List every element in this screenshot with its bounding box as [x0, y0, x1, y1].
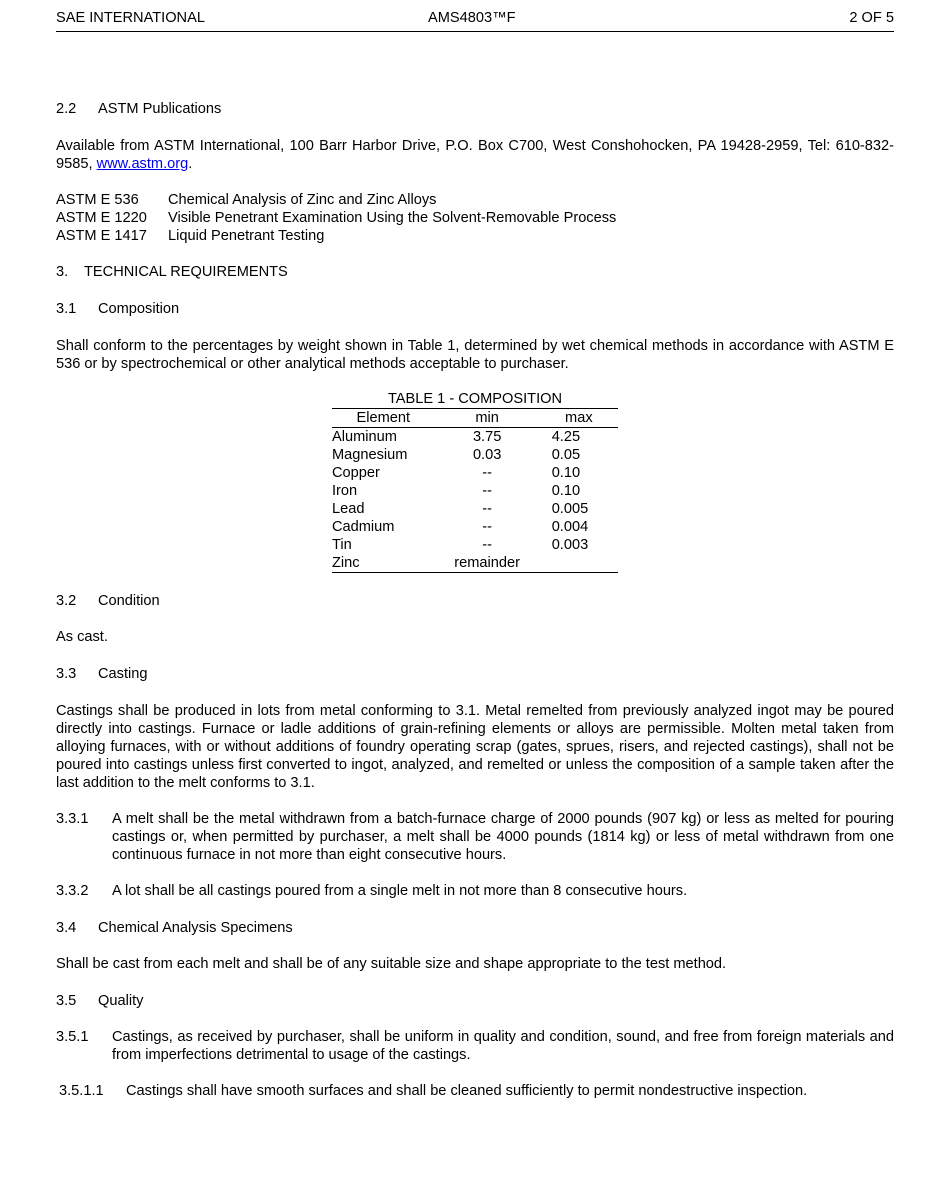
section-body: Castings, as received by purchaser, shall be uniform in quality and condition, sound, and free from foreign materials and from imperfections detrimental to usage of the castings.: [112, 1029, 894, 1063]
section-title: TECHNICAL REQUIREMENTS: [84, 264, 288, 280]
section-number: 3.3.1: [56, 811, 89, 827]
section-3-5-1-1: [56, 1082, 894, 1100]
cell-min: 0.03: [472, 447, 502, 463]
header-org: SAE INTERNATIONAL: [56, 10, 205, 26]
cell-min: --: [482, 501, 493, 517]
cell-min: --: [482, 465, 493, 481]
section-number: 3.3: [56, 666, 77, 682]
header-element: Element: [332, 409, 435, 428]
cell-max: 0.005: [551, 501, 589, 517]
section-title: Chemical Analysis Specimens: [98, 920, 293, 936]
availability-end: .: [188, 156, 193, 172]
astm-availability: [56, 137, 894, 173]
cell-min: --: [482, 519, 493, 535]
table-row: [332, 446, 618, 464]
section-number: 3.1: [56, 301, 77, 317]
section-3-1-heading: [56, 300, 894, 318]
cell-max: 0.003: [551, 537, 589, 553]
reference-item: [56, 209, 894, 227]
composition-table: [332, 390, 618, 573]
section-3-5-1: [56, 1028, 894, 1064]
table-row: [332, 500, 618, 518]
section-number: 3.3.2: [56, 883, 89, 899]
section-body: A lot shall be all castings poured from a single melt in not more than 8 consecutive hours.: [112, 883, 688, 899]
section-3-2-heading: [56, 592, 894, 610]
section-number: 3.: [56, 264, 69, 280]
section-3-5-heading: [56, 992, 894, 1010]
table-row: [332, 554, 618, 573]
reference-code: ASTM E 1220: [56, 210, 147, 226]
section-body: A melt shall be the metal withdrawn from a batch-furnace charge of 2000 pounds (907 kg) or less as melted for pouring castings or, when permitted by purchaser, a melt shall be 4000 pounds (1814 kg) or less of metal withdrawn from one continuous furnace in not more than eight consecutive hours.: [112, 811, 894, 863]
cell-max: [540, 554, 618, 573]
cell-min: 3.75: [472, 429, 502, 445]
cell-min: --: [482, 537, 493, 553]
cell-max: 0.10: [551, 465, 581, 481]
section-title: Quality: [98, 993, 144, 1009]
table-caption: TABLE 1 - COMPOSITION: [387, 391, 563, 407]
reference-item: [56, 227, 894, 245]
section-3-3-2: [56, 882, 894, 900]
table-row: [332, 428, 618, 447]
table-row: [332, 464, 618, 482]
section-number: 3.5: [56, 993, 77, 1009]
header-max: max: [540, 409, 618, 428]
section-3-1-body: Shall conform to the percentages by weight shown in Table 1, determined by wet chemical methods in accordance with ASTM E 536 or by spectrochemical or other analytical methods acceptable to purchaser.: [56, 338, 894, 372]
section-3-2-body: As cast.: [56, 629, 108, 645]
reference-title: Visible Penetrant Examination Using the Solvent-Removable Process: [168, 210, 617, 226]
cell-element: Iron: [332, 483, 358, 499]
section-body: Castings shall have smooth surfaces and shall be cleaned sufficiently to permit nondestructive inspection.: [126, 1083, 808, 1099]
section-number: 3.5.1.1: [59, 1083, 104, 1099]
section-2-2-heading: [56, 100, 894, 118]
cell-element: Tin: [332, 537, 352, 553]
cell-min: --: [482, 483, 493, 499]
cell-max: 0.10: [551, 483, 581, 499]
cell-element: Aluminum: [332, 429, 397, 445]
reference-item: [56, 191, 894, 209]
cell-max: 4.25: [551, 429, 581, 445]
cell-min: remainder: [435, 554, 540, 573]
reference-code: ASTM E 536: [56, 192, 139, 208]
section-3-3-heading: [56, 665, 894, 683]
section-title: ASTM Publications: [98, 101, 222, 117]
table-header-row: [332, 409, 618, 428]
page-header: [56, 9, 894, 32]
availability-text: Available from ASTM International, 100 Barr Harbor Drive, P.O. Box C700, West Conshohocken, PA 19428-2959, Tel: 610-832-9585,: [56, 138, 894, 172]
section-3-3-1: [56, 810, 894, 864]
reference-code: ASTM E 1417: [56, 228, 147, 244]
section-3-3-body: Castings shall be produced in lots from metal conforming to 3.1. Metal remelted from previously analyzed ingot may be poured directly into castings. Furnace or ladle additions of grain-refining elements or alloys are permissible. Molten metal taken from alloying furnaces, with or without additions of foundry operating scrap (gates, sprues, risers, and rejected castings), shall not be poured into castings unless first converted to ingot, analyzed, and remelted or unless the composition of a sample taken after the last addition to the melt conforms to 3.1.: [56, 703, 894, 791]
section-3-4-body: Shall be cast from each melt and shall be of any suitable size and shape appropriate to the test method.: [56, 956, 727, 972]
section-number: 3.2: [56, 593, 77, 609]
header-page-number: 2 OF 5: [849, 10, 894, 26]
cell-element: Copper: [332, 465, 380, 481]
section-title: Composition: [98, 301, 180, 317]
section-number: 2.2: [56, 101, 77, 117]
cell-max: 0.004: [551, 519, 589, 535]
table-row: [332, 536, 618, 554]
section-3-4-heading: [56, 919, 894, 937]
cell-max: 0.05: [551, 447, 581, 463]
cell-element: Cadmium: [332, 519, 395, 535]
header-min: min: [435, 409, 540, 428]
section-number: 3.4: [56, 920, 77, 936]
reference-list: [56, 191, 894, 245]
reference-title: Chemical Analysis of Zinc and Zinc Alloys: [168, 192, 437, 208]
table-row: [332, 518, 618, 536]
cell-element: Zinc: [332, 554, 435, 573]
cell-element: Lead: [332, 501, 365, 517]
astm-website-link[interactable]: www.astm.org: [96, 156, 189, 172]
section-title: Casting: [98, 666, 148, 682]
section-3-heading: [56, 263, 894, 281]
section-title: Condition: [98, 593, 160, 609]
table-row: [332, 482, 618, 500]
section-number: 3.5.1: [56, 1029, 89, 1045]
reference-title: Liquid Penetrant Testing: [168, 228, 325, 244]
header-doc-id: AMS4803™F: [428, 10, 516, 26]
cell-element: Magnesium: [332, 447, 408, 463]
